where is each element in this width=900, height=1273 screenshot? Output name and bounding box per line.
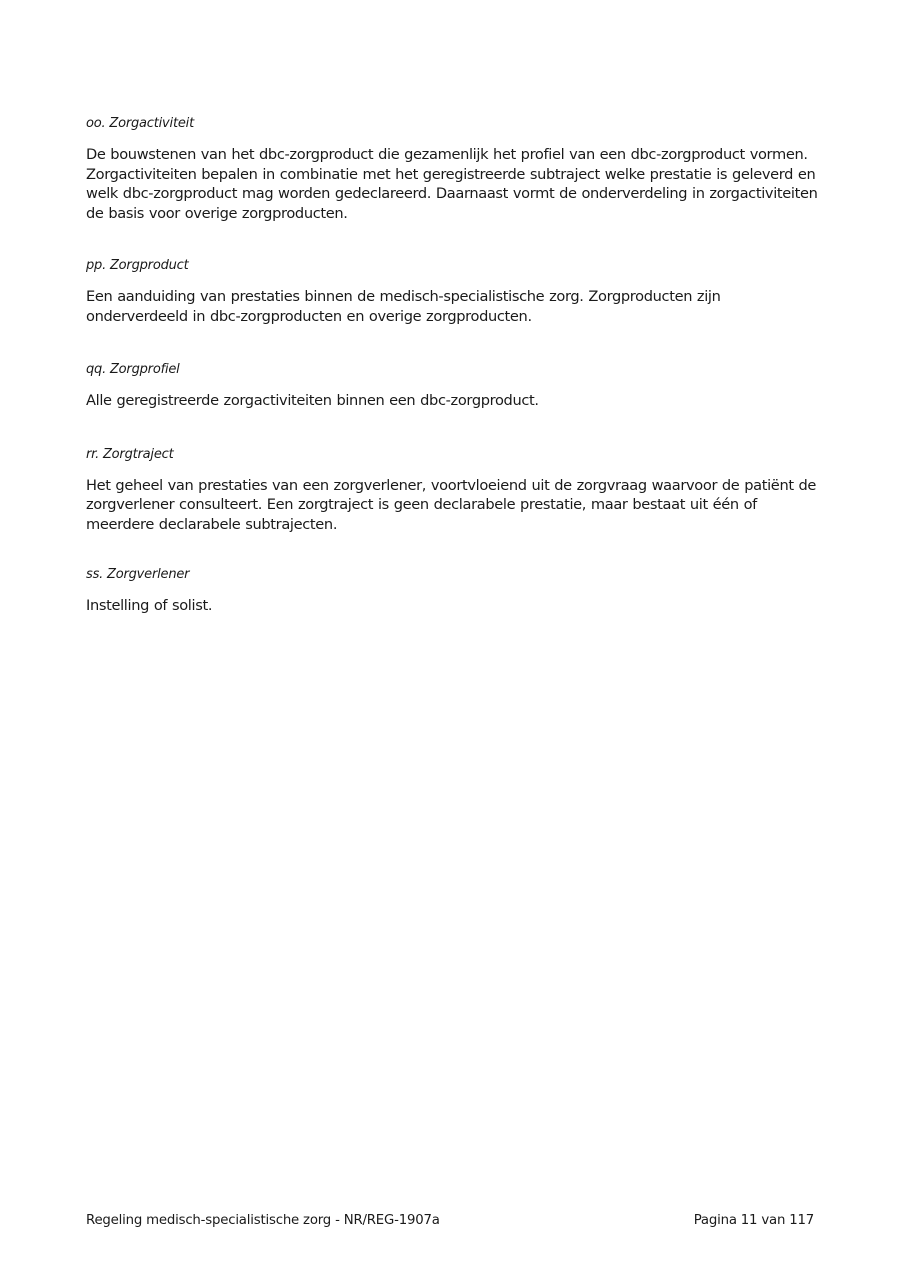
definition-text: De bouwstenen van het dbc-zorgproduct die gezamenlijk het profiel van een dbc-zorgproduct vormen. Zorgactiviteiten bepalen in combinatie met het geregistreerde subtraject welke prestatie is geleverd en welk dbc-zorgproduct mag worden gedeclareerd. Daarnaast vormt de onderverdeling in zorgactiviteiten de basis voor overige zorgproducten. bbox=[86, 146, 818, 222]
footer-document-title: Regeling medisch-specialistische zorg - NR/REG-1907a bbox=[86, 1213, 440, 1228]
definition-heading: pp. Zorgproduct bbox=[86, 258, 189, 273]
definition-heading: ss. Zorgverlener bbox=[86, 567, 190, 582]
definition-text: Een aanduiding van prestaties binnen de medisch-specialistische zorg. Zorgproducten zijn onderverdeeld in dbc-zorgproducten en overige zorgproducten. bbox=[86, 288, 721, 325]
definition-text: Alle geregistreerde zorgactiviteiten binnen een dbc-zorgproduct. bbox=[86, 392, 539, 409]
definition-zorgactiviteit bbox=[86, 114, 826, 223]
document-body bbox=[86, 114, 826, 616]
definition-zorgproduct bbox=[86, 256, 826, 326]
definition-heading: rr. Zorgtraject bbox=[86, 446, 174, 462]
page-footer bbox=[86, 1212, 814, 1230]
definition-heading: qq. Zorgprofiel bbox=[86, 362, 180, 377]
definition-text: Instelling of solist. bbox=[86, 597, 213, 614]
definition-zorgprofiel bbox=[86, 360, 826, 411]
footer-page-number: Pagina 11 van 117 bbox=[693, 1213, 814, 1228]
definition-text: Het geheel van prestaties van een zorgverlener, voortvloeiend uit de zorgvraag waarvoor de patiënt de zorgverlener consulteert. Een zorgtraject is geen declarabele prestatie, maar bestaat uit één of meerdere declarabele subtrajecten. bbox=[86, 476, 817, 533]
definition-heading: oo. Zorgactiviteit bbox=[86, 116, 194, 131]
definition-zorgverlener bbox=[86, 565, 826, 616]
definition-zorgtraject bbox=[86, 445, 826, 535]
